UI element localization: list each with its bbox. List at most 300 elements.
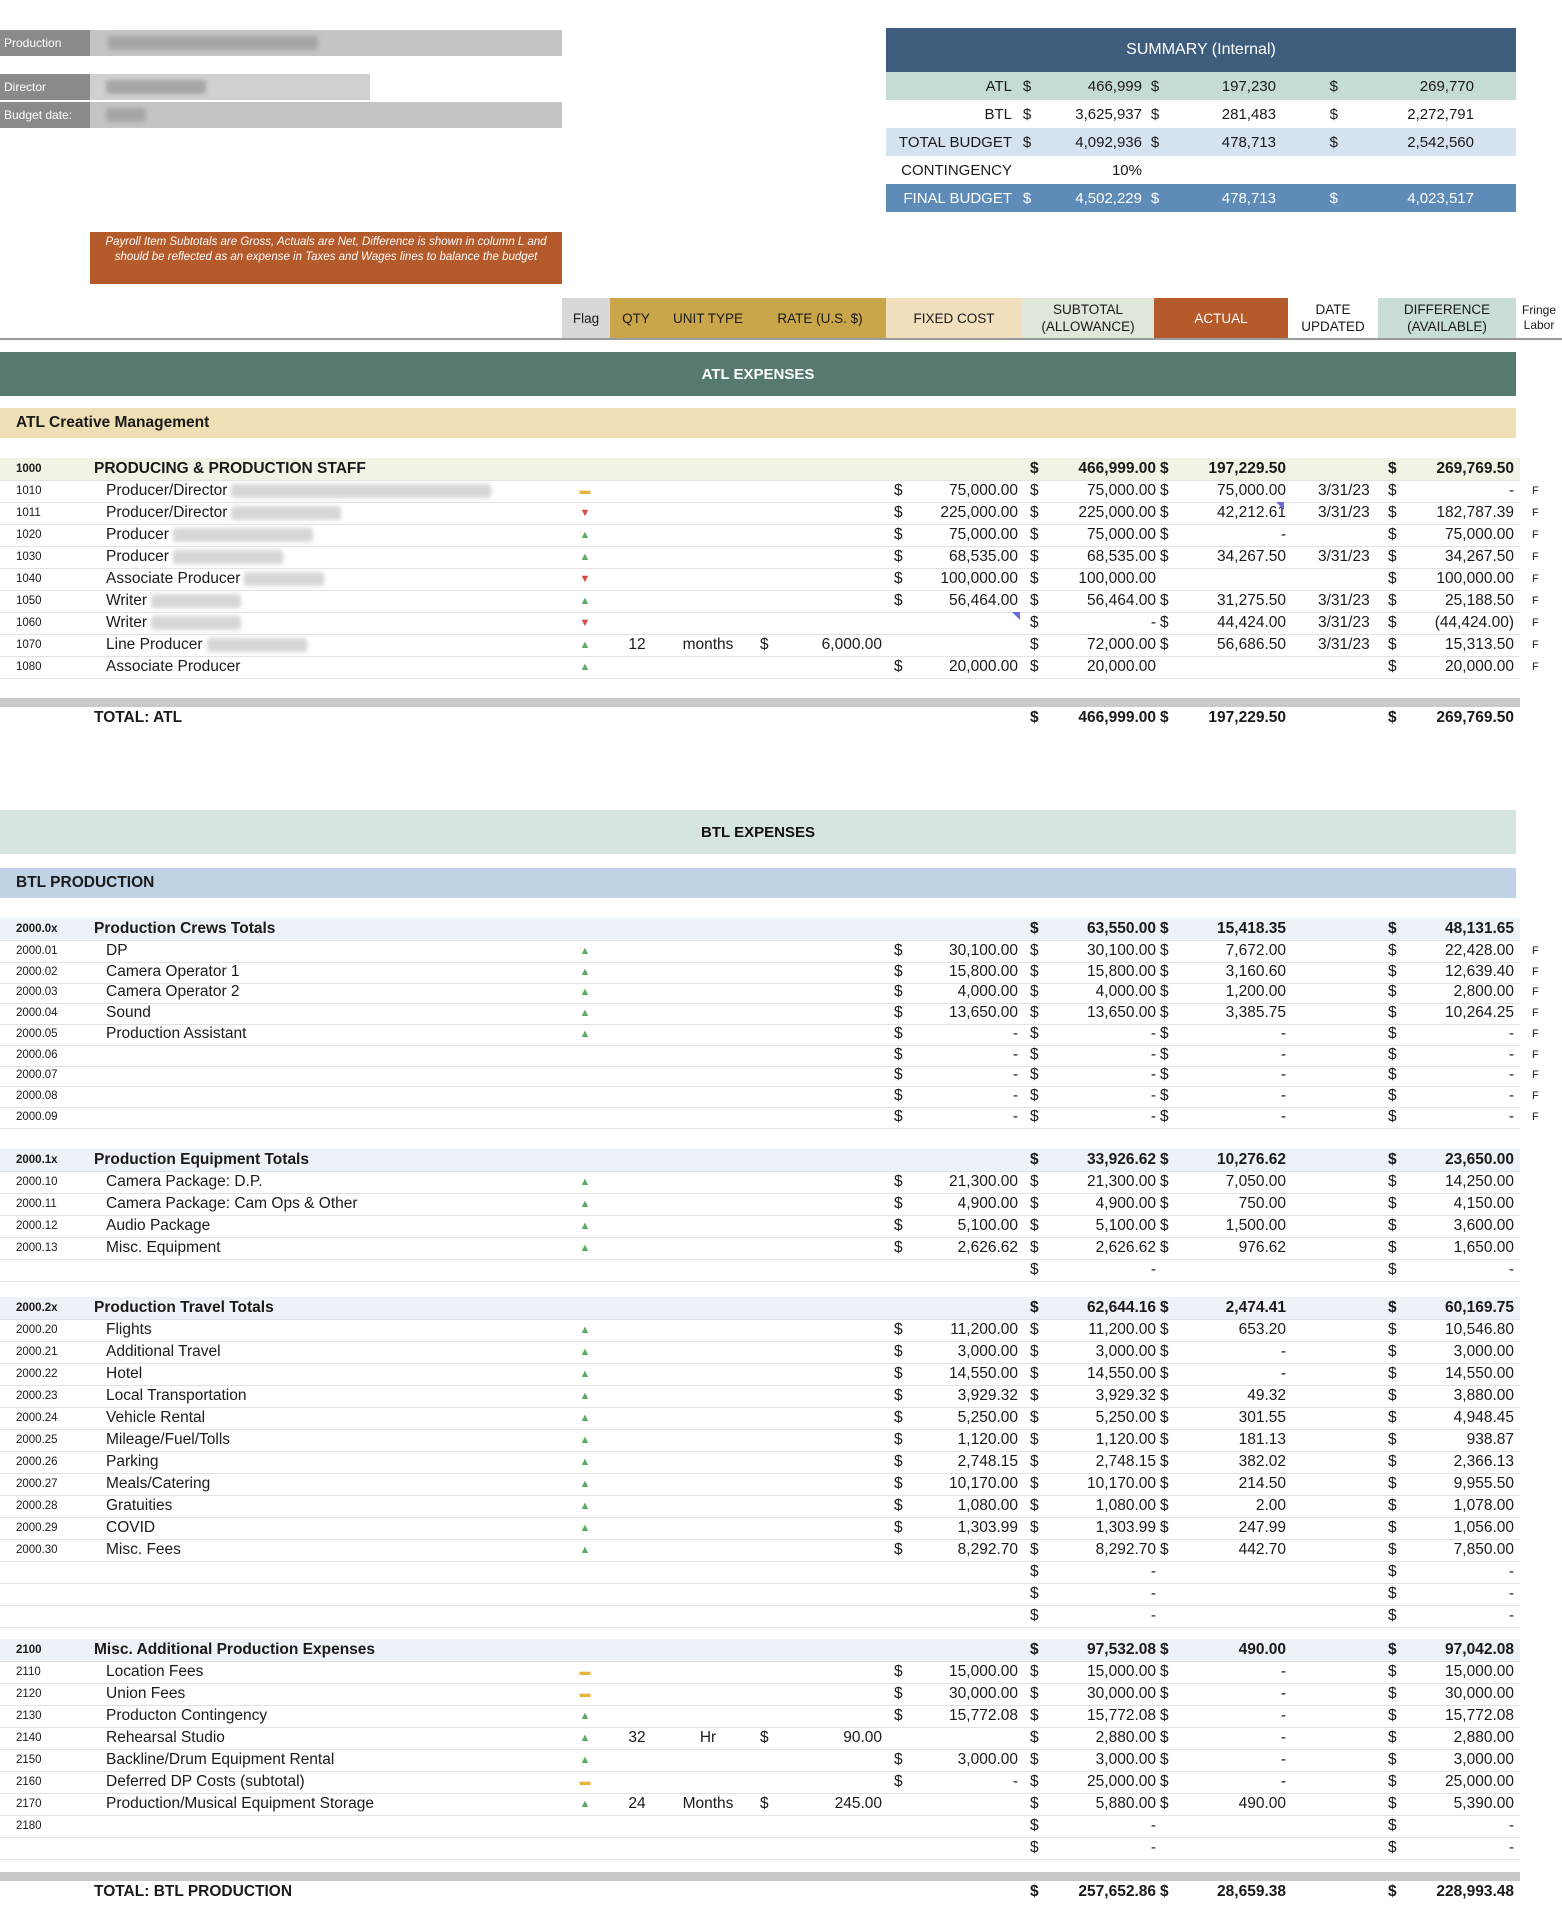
row-code: 1060 (16, 617, 42, 629)
triangle-up-icon[interactable]: ▲ (579, 529, 591, 541)
currency-symbol: $ (1030, 1607, 1039, 1624)
triangle-down-icon[interactable]: ▼ (579, 573, 591, 585)
row-description: COVID (106, 1519, 156, 1536)
currency-symbol: $ (1030, 614, 1039, 631)
row-subtotal: 75,000.00 (1087, 482, 1156, 499)
currency-symbol: $ (894, 1195, 903, 1212)
row-subtotal: 3,000.00 (1095, 1343, 1156, 1360)
table-row[interactable] (0, 1815, 1520, 1838)
row-subtotal: - (1150, 1108, 1156, 1125)
row-subtotal: 20,000.00 (1087, 658, 1156, 675)
triangle-up-icon[interactable]: ▲ (579, 1346, 591, 1358)
row-actual: 75,000.00 (1217, 482, 1286, 499)
table-row[interactable] (0, 502, 1539, 525)
director-value[interactable] (90, 74, 370, 100)
triangle-up-icon[interactable]: ▲ (579, 1544, 591, 1556)
row-fringe: F (1532, 1028, 1539, 1040)
triangle-up-icon[interactable]: ▲ (579, 1368, 591, 1380)
currency-symbol: $ (1388, 1046, 1397, 1063)
row-subtotal: 466,999.00 (1078, 709, 1156, 726)
summary-row (886, 72, 1516, 100)
currency-symbol: $ (1388, 1025, 1397, 1042)
currency-symbol: $ (1388, 1343, 1397, 1360)
row-code: 2000.25 (16, 1434, 58, 1446)
redacted-name (207, 638, 307, 652)
row-code: 2000.30 (16, 1544, 58, 1556)
triangle-up-icon[interactable]: ▲ (579, 1324, 591, 1336)
row-description: Misc. Additional Production Expenses (94, 1641, 376, 1658)
row-description: Camera Package: Cam Ops & Other (106, 1195, 358, 1212)
group-header-row[interactable] (0, 1297, 1520, 1320)
currency-symbol: $ (1160, 1365, 1169, 1382)
row-subtotal: 8,292.70 (1095, 1541, 1156, 1558)
row-difference: - (1508, 1585, 1514, 1602)
triangle-up-icon[interactable]: ▲ (579, 1028, 591, 1040)
table-row[interactable] (0, 940, 1539, 963)
row-subtotal: 21,300.00 (1087, 1173, 1156, 1190)
currency-symbol: $ (894, 1217, 903, 1234)
currency-symbol: $ (1030, 570, 1039, 587)
group-header-row[interactable] (0, 458, 1520, 481)
production-value[interactable] (90, 30, 562, 56)
currency-symbol: $ (1160, 1519, 1169, 1536)
row-qty: 24 (628, 1795, 646, 1812)
row-description: Additional Travel (106, 1343, 221, 1360)
triangle-up-icon[interactable]: ▲ (579, 639, 591, 651)
row-description: Flights (106, 1321, 152, 1338)
row-actual: 1,200.00 (1225, 983, 1286, 1000)
col-fixed-cost: FIXED COST (886, 298, 1022, 338)
triangle-up-icon[interactable]: ▲ (579, 945, 591, 957)
table-row[interactable] (0, 1705, 1520, 1728)
currency-symbol: $ (894, 1707, 903, 1724)
row-code: 2180 (16, 1820, 42, 1832)
table-row[interactable] (0, 1749, 1520, 1772)
redacted-name (231, 484, 491, 498)
table-row[interactable] (0, 1561, 1520, 1584)
currency-symbol: $ (894, 548, 903, 565)
currency-symbol: $ (1030, 1707, 1039, 1724)
row-description (106, 1044, 566, 1066)
currency-symbol: $ (1388, 1431, 1397, 1448)
redacted-name (173, 550, 283, 564)
currency-symbol: $ (1030, 1563, 1039, 1580)
currency-symbol: $ (894, 1387, 903, 1404)
redacted-name (231, 506, 341, 520)
currency-symbol: $ (1388, 548, 1397, 565)
row-subtotal: 14,550.00 (1087, 1365, 1156, 1382)
row-actual: 31,275.50 (1217, 592, 1286, 609)
summary-budget-value: 10% (1111, 161, 1142, 179)
table-row[interactable] (0, 1793, 1520, 1816)
currency-symbol: $ (1160, 1239, 1169, 1256)
summary-row (886, 100, 1516, 128)
currency-symbol: $ (894, 592, 903, 609)
currency-symbol: $ (1030, 1343, 1039, 1360)
row-description: Camera Operator 2 (106, 983, 240, 1000)
row-difference: 100,000.00 (1436, 570, 1514, 587)
row-description: Parking (106, 1453, 159, 1470)
row-code: 2000.29 (16, 1522, 58, 1534)
row-difference: - (1508, 1087, 1514, 1104)
row-actual: 56,686.50 (1217, 636, 1286, 653)
comment-marker-icon[interactable] (1276, 502, 1284, 510)
btl-total-row[interactable] (0, 1881, 1520, 1903)
row-fixed-cost: 1,303.99 (957, 1519, 1018, 1536)
table-row[interactable] (0, 1171, 1520, 1194)
table-row[interactable] (0, 1023, 1539, 1046)
row-subtotal: - (1150, 1066, 1156, 1083)
row-fixed-cost: 2,748.15 (957, 1453, 1018, 1470)
group-header-row[interactable] (0, 1639, 1520, 1662)
row-subtotal: 4,000.00 (1095, 983, 1156, 1000)
col-fringe: Fringe Labor (1521, 303, 1556, 332)
table-row[interactable] (0, 1407, 1520, 1430)
summary-label: CONTINGENCY (901, 161, 1012, 179)
summary-currency: $ (1022, 105, 1032, 123)
currency-symbol: $ (1388, 1795, 1397, 1812)
redacted-name (244, 572, 324, 586)
col-date-updated: DATE UPDATED (1288, 298, 1378, 338)
col-flag: Flag (562, 298, 610, 338)
currency-symbol: $ (1160, 592, 1169, 609)
row-date-updated: 3/31/23 (1318, 504, 1370, 521)
currency-symbol: $ (1388, 1497, 1397, 1514)
row-subtotal: 100,000.00 (1078, 570, 1156, 587)
row-fixed-cost: 21,300.00 (949, 1173, 1018, 1190)
btl-band (0, 810, 1516, 854)
currency-symbol: $ (1388, 592, 1397, 609)
currency-symbol: $ (1388, 1519, 1397, 1536)
row-subtotal: 225,000.00 (1078, 504, 1156, 521)
currency-symbol: $ (1388, 1883, 1397, 1900)
row-description: Production/Musical Equipment Storage (106, 1795, 374, 1812)
header-rule (0, 338, 1562, 340)
row-difference: 97,042.08 (1445, 1641, 1514, 1658)
row-actual: 3,385.75 (1225, 1004, 1286, 1021)
row-difference: 4,948.45 (1453, 1409, 1514, 1426)
row-code: 2000.12 (16, 1220, 58, 1232)
row-actual: 2,474.41 (1225, 1299, 1286, 1316)
row-actual: 7,672.00 (1225, 942, 1286, 959)
table-row[interactable] (0, 1341, 1520, 1364)
row-fringe: F (1532, 595, 1539, 607)
currency-symbol: $ (894, 1239, 903, 1256)
col-unit-type: UNIT TYPE (662, 298, 754, 338)
currency-symbol: $ (1030, 1261, 1039, 1278)
row-subtotal: 33,926.62 (1087, 1151, 1156, 1168)
currency-symbol: $ (1388, 526, 1397, 543)
redacted-name (173, 528, 313, 542)
table-row[interactable] (0, 524, 1539, 547)
currency-symbol: $ (1030, 963, 1039, 980)
row-code: 2000.23 (16, 1390, 58, 1402)
row-difference: 9,955.50 (1453, 1475, 1514, 1492)
currency-symbol: $ (1160, 920, 1169, 937)
currency-symbol: $ (1388, 658, 1397, 675)
row-difference: 938.87 (1466, 1431, 1514, 1448)
table-row[interactable] (0, 1385, 1520, 1408)
table-row[interactable] (0, 1495, 1520, 1518)
currency-symbol: $ (1388, 1321, 1397, 1338)
row-difference: 25,000.00 (1445, 1773, 1514, 1790)
row-description: Camera Operator 1 (106, 963, 240, 980)
currency-symbol: $ (1160, 1663, 1169, 1680)
table-row[interactable] (0, 1473, 1520, 1496)
currency-symbol: $ (1388, 1839, 1397, 1856)
table-row[interactable] (0, 1002, 1539, 1025)
currency-symbol: $ (1030, 709, 1039, 726)
director-label: Director (0, 74, 90, 100)
row-subtotal: - (1150, 614, 1156, 631)
currency-symbol: $ (1388, 1641, 1397, 1658)
table-row[interactable] (0, 634, 1539, 657)
row-difference: 34,267.50 (1445, 548, 1514, 565)
row-difference: 1,650.00 (1453, 1239, 1514, 1256)
currency-symbol: $ (1030, 636, 1039, 653)
row-actual: - (1280, 1343, 1286, 1360)
currency-symbol: $ (894, 1108, 903, 1125)
row-fixed-cost: 3,000.00 (957, 1343, 1018, 1360)
triangle-up-icon[interactable]: ▲ (579, 1732, 591, 1744)
currency-symbol: $ (894, 1497, 903, 1514)
row-code: 2000.08 (16, 1090, 58, 1102)
table-row[interactable] (0, 1193, 1520, 1216)
currency-symbol: $ (1388, 1707, 1397, 1724)
triangle-down-icon[interactable]: ▼ (579, 507, 591, 519)
dash-icon[interactable]: ▬ (579, 485, 591, 497)
table-row[interactable] (0, 656, 1539, 679)
table-row[interactable] (0, 981, 1539, 1004)
triangle-up-icon[interactable]: ▲ (579, 1220, 591, 1232)
currency-symbol: $ (1160, 1431, 1169, 1448)
row-fixed-cost: 100,000.00 (940, 570, 1018, 587)
row-difference: - (1508, 1563, 1514, 1580)
row-code (16, 1561, 88, 1583)
currency-symbol: $ (1388, 1409, 1397, 1426)
row-difference: 269,769.50 (1436, 460, 1514, 477)
row-subtotal: - (1150, 1839, 1156, 1856)
table-row[interactable] (0, 1215, 1520, 1238)
row-actual: 976.62 (1238, 1239, 1286, 1256)
currency-symbol: $ (894, 1087, 903, 1104)
currency-symbol: $ (894, 1025, 903, 1042)
row-code: 2000.06 (16, 1049, 58, 1061)
row-code: 2000.22 (16, 1368, 58, 1380)
row-description: Producer (106, 524, 566, 546)
currency-symbol: $ (1388, 1475, 1397, 1492)
triangle-up-icon[interactable]: ▲ (579, 1434, 591, 1446)
table-row[interactable] (0, 480, 1539, 503)
budget-date-value[interactable] (90, 102, 562, 128)
group-header-row[interactable] (0, 918, 1520, 941)
row-fixed-cost: 14,550.00 (949, 1365, 1018, 1382)
triangle-up-icon[interactable]: ▲ (579, 1500, 591, 1512)
row-description (106, 1106, 566, 1128)
row-fringe: F (1532, 945, 1539, 957)
triangle-up-icon[interactable]: ▲ (579, 1176, 591, 1188)
table-row[interactable] (0, 590, 1539, 613)
row-subtotal: 30,000.00 (1087, 1685, 1156, 1702)
currency-symbol: $ (1030, 1751, 1039, 1768)
table-row[interactable] (0, 568, 1539, 591)
row-subtotal: 2,880.00 (1095, 1729, 1156, 1746)
dash-icon[interactable]: ▬ (579, 1666, 591, 1678)
table-row[interactable] (0, 612, 1539, 635)
currency-symbol: $ (1030, 658, 1039, 675)
triangle-up-icon[interactable]: ▲ (579, 661, 591, 673)
triangle-up-icon[interactable]: ▲ (579, 986, 591, 998)
dash-icon[interactable]: ▬ (579, 1688, 591, 1700)
table-row[interactable] (0, 1837, 1520, 1860)
row-difference: 3,880.00 (1453, 1387, 1514, 1404)
table-row[interactable] (0, 546, 1539, 569)
table-row[interactable] (0, 1727, 1520, 1750)
currency-symbol: $ (894, 658, 903, 675)
currency-symbol: $ (1388, 1173, 1397, 1190)
currency-symbol: $ (894, 942, 903, 959)
triangle-up-icon[interactable]: ▲ (579, 1522, 591, 1534)
row-fixed-cost: 75,000.00 (949, 526, 1018, 543)
currency-symbol: $ (1388, 1365, 1397, 1382)
row-difference: 60,169.75 (1445, 1299, 1514, 1316)
table-row[interactable] (0, 1517, 1520, 1540)
currency-symbol: $ (1030, 1497, 1039, 1514)
table-row[interactable] (0, 1259, 1520, 1282)
row-difference: 3,600.00 (1453, 1217, 1514, 1234)
dash-icon[interactable]: ▬ (579, 1776, 591, 1788)
triangle-up-icon[interactable]: ▲ (579, 1754, 591, 1766)
row-difference: - (1508, 1025, 1514, 1042)
table-row[interactable] (0, 1661, 1520, 1684)
currency-symbol: $ (1030, 460, 1039, 477)
currency-symbol: $ (894, 1343, 903, 1360)
currency-symbol: $ (894, 963, 903, 980)
row-difference: 182,787.39 (1436, 504, 1514, 521)
row-description: Associate Producer (106, 658, 241, 675)
triangle-up-icon[interactable]: ▲ (579, 551, 591, 563)
table-row[interactable] (0, 1429, 1520, 1452)
currency-symbol: $ (894, 1173, 903, 1190)
currency-symbol: $ (1160, 963, 1169, 980)
triangle-up-icon[interactable]: ▲ (579, 1412, 591, 1424)
triangle-up-icon[interactable]: ▲ (579, 1710, 591, 1722)
currency-symbol: $ (1160, 548, 1169, 565)
triangle-up-icon[interactable]: ▲ (579, 595, 591, 607)
table-row[interactable] (0, 1363, 1520, 1386)
currency-symbol: $ (1030, 983, 1039, 1000)
triangle-up-icon[interactable]: ▲ (579, 1478, 591, 1490)
currency-symbol: $ (1030, 1883, 1039, 1900)
triangle-up-icon[interactable]: ▲ (579, 1198, 591, 1210)
table-row[interactable] (0, 1771, 1520, 1794)
currency-symbol: $ (894, 1431, 903, 1448)
currency-symbol: $ (1388, 942, 1397, 959)
currency-symbol: $ (1160, 1025, 1169, 1042)
currency-symbol: $ (1388, 1004, 1397, 1021)
triangle-down-icon[interactable]: ▼ (579, 617, 591, 629)
row-difference: 10,264.25 (1445, 1004, 1514, 1021)
summary-title: SUMMARY (Internal) (886, 28, 1516, 72)
currency-symbol: $ (894, 983, 903, 1000)
currency-symbol: $ (1388, 460, 1397, 477)
table-row[interactable] (0, 1583, 1520, 1606)
triangle-up-icon[interactable]: ▲ (579, 1456, 591, 1468)
row-description: Backline/Drum Equipment Rental (106, 1751, 335, 1768)
row-fixed-cost: 2,626.62 (957, 1239, 1018, 1256)
currency-symbol: $ (1030, 1409, 1039, 1426)
row-code: 2000.03 (16, 986, 58, 998)
currency-symbol: $ (1160, 636, 1169, 653)
triangle-up-icon[interactable]: ▲ (579, 1798, 591, 1810)
currency-symbol: $ (1160, 1195, 1169, 1212)
atl-total-row[interactable] (0, 707, 1520, 729)
row-actual: 653.20 (1238, 1321, 1286, 1338)
row-description: Deferred DP Costs (subtotal) (106, 1773, 305, 1790)
row-qty: 12 (628, 636, 646, 653)
row-fixed-cost: - (1012, 1087, 1018, 1104)
currency-symbol: $ (1030, 1299, 1039, 1316)
row-difference: 4,150.00 (1453, 1195, 1514, 1212)
table-row[interactable] (0, 1237, 1520, 1260)
row-difference: 23,650.00 (1445, 1151, 1514, 1168)
comment-marker-icon[interactable] (1012, 612, 1020, 620)
summary-actual-value: 478,713 (1221, 189, 1276, 207)
table-row[interactable] (0, 1605, 1520, 1628)
group-header-row[interactable] (0, 1149, 1520, 1172)
triangle-up-icon[interactable]: ▲ (579, 1390, 591, 1402)
row-subtotal: 3,000.00 (1095, 1751, 1156, 1768)
row-code: 2000.21 (16, 1346, 58, 1358)
row-code: 2150 (16, 1754, 42, 1766)
row-difference: 15,313.50 (1445, 636, 1514, 653)
row-subtotal: 2,748.15 (1095, 1453, 1156, 1470)
table-row[interactable] (0, 1683, 1520, 1706)
row-subtotal: 13,650.00 (1087, 1004, 1156, 1021)
triangle-up-icon[interactable]: ▲ (579, 1007, 591, 1019)
row-description (106, 1259, 566, 1281)
row-description: DP (106, 942, 128, 959)
table-row[interactable] (0, 1085, 1539, 1108)
row-code: 1000 (16, 463, 42, 475)
triangle-up-icon[interactable]: ▲ (579, 1242, 591, 1254)
row-subtotal: - (1150, 1607, 1156, 1624)
row-fixed-cost: - (1012, 1773, 1018, 1790)
row-code (16, 1837, 88, 1859)
row-difference: 14,250.00 (1445, 1173, 1514, 1190)
table-row[interactable] (0, 1451, 1520, 1474)
summary-label: FINAL BUDGET (903, 189, 1012, 207)
currency-symbol: $ (1030, 1046, 1039, 1063)
row-fixed-cost: 75,000.00 (949, 482, 1018, 499)
triangle-up-icon[interactable]: ▲ (579, 966, 591, 978)
row-description: Mileage/Fuel/Tolls (106, 1431, 231, 1448)
table-row[interactable] (0, 1319, 1520, 1342)
table-row[interactable] (0, 1539, 1520, 1562)
table-row[interactable] (0, 1064, 1539, 1087)
currency-symbol: $ (894, 1773, 903, 1790)
currency-symbol: $ (1388, 1585, 1397, 1602)
row-fixed-cost: 15,772.08 (949, 1707, 1018, 1724)
table-row[interactable] (0, 1106, 1539, 1129)
currency-symbol: $ (760, 1795, 769, 1812)
row-code: 1080 (16, 661, 42, 673)
currency-symbol: $ (894, 504, 903, 521)
row-difference: 5,390.00 (1453, 1795, 1514, 1812)
atl-band-label: ATL EXPENSES (701, 365, 815, 383)
currency-symbol: $ (1160, 1108, 1169, 1125)
row-subtotal: - (1150, 1585, 1156, 1602)
